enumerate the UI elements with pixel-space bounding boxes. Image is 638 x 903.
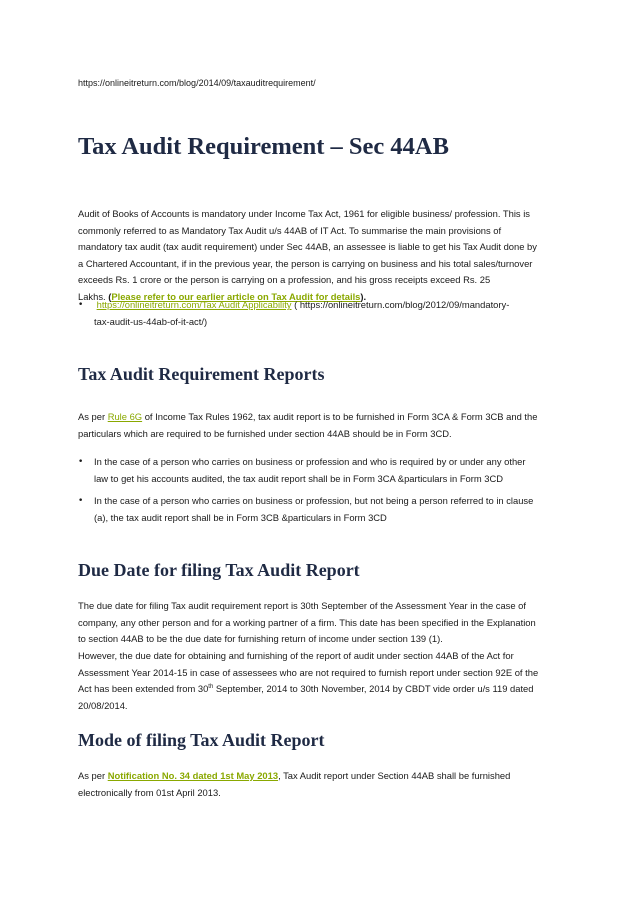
due-date-line [78,681,568,698]
reports-text: As per [78,411,108,422]
section-heading-mode: Mode of filing Tax Audit Report [78,730,325,750]
mode-line [78,768,568,785]
mode-text: , Tax Audit report under Section 44AB shall be furnished [278,770,511,781]
ordinal-suffix: th [208,684,214,691]
due-date-paragraph-1 [78,598,568,648]
list-item-line: law to get his accounts audited, the tax audit report shall be in Form 3CA &particulars in Form 3CD [94,472,504,484]
due-date-line: The due date for filing Tax audit requirement report is 30th September of the Assessment Year in the case of [78,600,527,611]
list-item-text [94,493,568,526]
mode-text: As per [78,770,108,781]
mode-paragraph [78,768,568,801]
intro-line: a Chartered Accountant, if in the previous year, the person is carrying on business and his total sales/turnover [78,257,533,269]
intro-paragraph [78,206,568,306]
due-date-line: 20/08/2014. [78,699,128,711]
intro-text: Lakhs. [78,290,109,302]
due-date-text: September, 2014 to 30th November, 2014 by CBDT vide order u/s 119 dated [213,683,534,695]
intro-line: commonly referred to as Mandatory Tax Audit u/s 44AB of IT Act. To summarise the main provisions of [78,224,502,236]
due-date-line: Assessment Year 2014-15 in case of assessees who are not required to furnish report under section 92E of the [78,666,539,678]
due-date-paragraph-2 [78,648,568,714]
paren-close: ). [360,290,367,302]
due-date-line: company, any other person and for a working partner of a firm. This date has been specified in the Explanation [78,616,536,628]
due-date-line: However, the due date for obtaining and furnishing of the report of audit under section 44AB of the Act for [78,650,514,661]
earlier-article-link[interactable]: Please refer to our earlier article on Tax Audit for details [111,290,361,302]
reports-line [78,409,568,426]
section-heading-due-date: Due Date for filing Tax Audit Report [78,560,360,580]
reports-paragraph [78,409,568,442]
page-title: Tax Audit Requirement – Sec 44AB [78,133,449,160]
notification-34-link[interactable]: Notification No. 34 dated 1st May 2013 [107,770,279,781]
bullet-icon: • [78,457,84,467]
intro-line: mandatory tax audit (tax audit requirement) under Sec 44AB, an assessee is liable to get his Tax Audit done by [78,241,537,253]
source-url: https://onlineitreturn.com/blog/2014/09/taxauditrequirement/ [78,78,316,88]
list-item-line: tax-audit-us-44ab-of-it-act/) [94,315,208,327]
intro-line: exceeds Rs. 1 crore or the person is carrying on a profession, and his gross receipts exceed Rs. 25 [78,274,491,286]
paren-open: ( [108,290,112,302]
due-date-text: Act has been extended from 30 [78,683,209,695]
tax-audit-applicability-link[interactable]: https://onlineitreturn.com/Tax Audit Applicability [96,299,292,310]
bullet-icon: • [78,496,84,506]
due-date-line: to section 44AB to be the due date for furnishing return of income under section 139 (1). [78,633,443,645]
reports-line: particulars which are required to be furnished under section 44AB should be in Form 3CD. [78,427,452,439]
list-item-line: In the case of a person who carries on business or profession, but not being a person referred to in clause [94,495,534,506]
bullet-icon: • [78,300,84,310]
section-heading-reports: Tax Audit Requirement Reports [78,364,325,384]
list-item-text [94,297,568,330]
intro-line: Audit of Books of Accounts is mandatory under Income Tax Act, 1961 for eligible business/ profession. This is [78,208,530,219]
reports-text: of Income Tax Rules 1962, tax audit report is to be furnished in Form 3CA & Form 3CB and the [142,411,538,422]
list-item-line [94,297,568,314]
list-item-line: (a), the tax audit report shall be in Form 3CB &particulars in Form 3CD [94,511,387,523]
list-item-line: In the case of a person who carries on business or profession and who is required by or under any other [94,456,526,467]
mode-line: electronically from 01st April 2013. [78,786,221,798]
rule-6g-link[interactable]: Rule 6G [107,411,143,422]
list-item-text [94,454,568,487]
list-item-url-text: ( https://onlineitreturn.com/blog/2012/09/mandatory- [291,299,510,310]
